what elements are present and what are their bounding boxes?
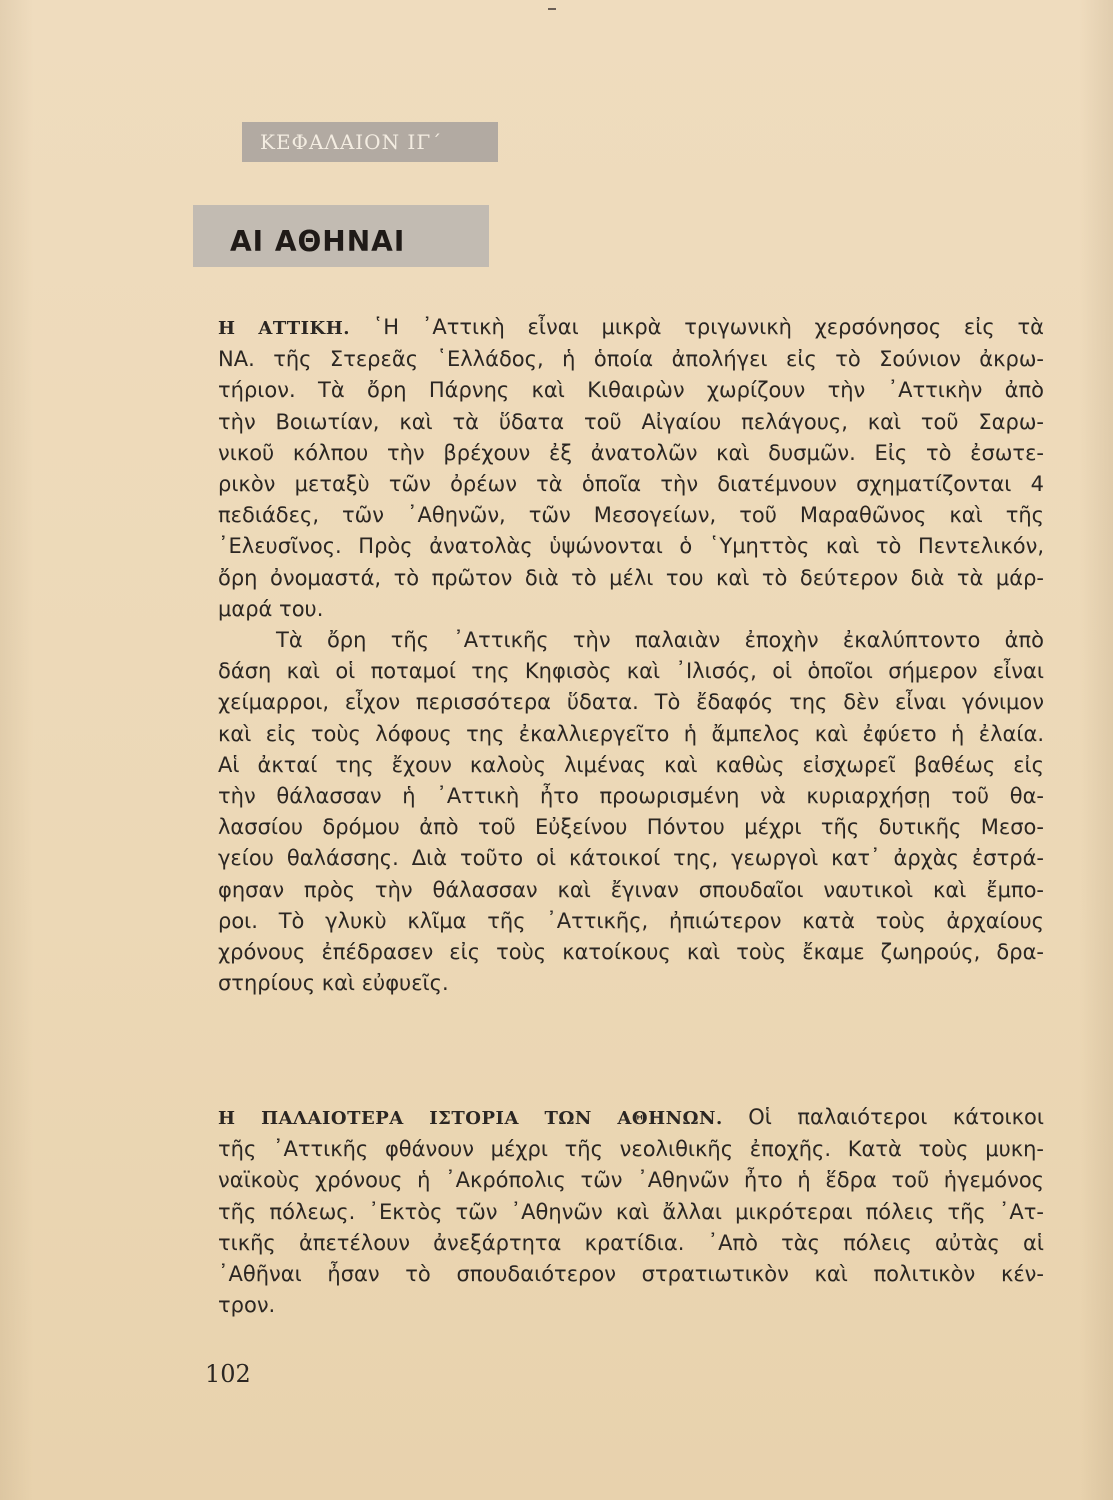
section-early-history [218, 1102, 1044, 1321]
text-line: ναϊκοὺς χρόνους ἡ ᾽Ακρόπολις τῶν ᾽Αθηνῶν ἦτο ἡ ἕδρα τοῦ ἡγεμόνος [218, 1168, 1044, 1193]
section-early-history-heading: Η ΠΑΛΑΙΟΤΕΡΑ ΙΣΤΟΡΙΑ ΤΩΝ ΑΘΗΝΩΝ. [218, 1108, 723, 1129]
text-line: Τὰ ὄρη τῆς ᾽Αττικῆς τὴν παλαιὰν ἐποχὴν ἐκαλύπτοντο ἀπὸ [276, 628, 1044, 653]
text-line: τρον. [218, 1293, 276, 1318]
text-line: ᾽Ελευσῖνος. Πρὸς ἀνατολὰς ὑψώνονται ὁ ῾Υμηττὸς καὶ τὸ Πεντελικόν, [218, 534, 1044, 559]
text-line: ὄρη ὀνομαστά, τὸ πρῶτον διὰ τὸ μέλι του καὶ τὸ δεύτερον διὰ τὰ μάρ- [218, 565, 1044, 590]
text-line: δάση καὶ οἱ ποταμοί της Κηφισὸς καὶ ᾽Ιλισός, οἱ ὁποῖοι σήμερον εἶναι [218, 659, 1044, 684]
section-attica [218, 312, 1044, 999]
text-line: τῆς ᾽Αττικῆς φθάνουν μέχρι τῆς νεολιθικῆς ἐποχῆς. Κατὰ τοὺς μυκη- [218, 1137, 1044, 1162]
text-line: λασσίου δρόμου ἀπὸ τοῦ Εὐξείνου Πόντου μέχρι τῆς δυτικῆς Μεσο- [218, 815, 1044, 840]
text-line: τῆς πόλεως. ᾽Εκτὸς τῶν ᾽Αθηνῶν καὶ ἄλλαι μικρότεραι πόλεις τῆς ᾽Ατ- [218, 1199, 1044, 1224]
chapter-label: ΚΕΦΑΛΑΙΟΝ ΙΓ΄ [260, 130, 443, 154]
text-line: ρικὸν μεταξὺ τῶν ὀρέων τὰ ὁποῖα τὴν διατέμνουν σχηματίζονται 4 [218, 472, 1044, 497]
section-attica-heading: Η ΑΤΤΙΚΗ. [218, 318, 350, 339]
text-line: στηρίους καὶ εὐφυεῖς. [218, 971, 449, 996]
text-line: τικῆς ἀπετέλουν ἀνεξάρτητα κρατίδια. ᾽Απὸ τὰς πόλεις αὐτὰς αἱ [218, 1230, 1044, 1255]
text-line: νικοῦ κόλπου τὴν βρέχουν ἐξ ἀνατολῶν καὶ δυσμῶν. Εἰς τὸ ἐσωτε- [218, 440, 1044, 465]
text-line: καὶ εἰς τοὺς λόφους της ἐκαλλιεργεῖτο ἡ ἄμπελος καὶ ἐφύετο ἡ ἐλαία. [218, 721, 1044, 746]
section-attica-line-1: Η ΑΤΤΙΚΗ. ῾Η ᾽Αττικὴ εἶναι μικρὰ τριγωνικὴ χερσόνησος εἰς τὰ [218, 315, 1044, 339]
chapter-label-band [242, 122, 498, 162]
text-line: χείμαρροι, εἶχον περισσότερα ὕδατα. Τὸ ἔδαφός της δὲν εἶναι γόνιμον [218, 690, 1044, 715]
text-line: τήριον. Τὰ ὄρη Πάρνης καὶ Κιθαιρὼν χωρίζουν τὴν ᾽Αττικὴν ἀπὸ [218, 378, 1044, 403]
text-line: τὴν θάλασσαν ἡ ᾽Αττικὴ ἦτο προωρισμένη νὰ κυριαρχήσῃ τοῦ θα- [218, 784, 1044, 809]
text-line: ᾽Αθῆναι ἦσαν τὸ σπουδαιότερον στρατιωτικὸν καὶ πολιτικὸν κέν- [218, 1262, 1044, 1287]
text-line: φησαν πρὸς τὴν θάλασσαν καὶ ἔγιναν σπουδαῖοι ναυτικοὶ καὶ ἔμπο- [218, 877, 1044, 902]
print-mark [548, 8, 556, 10]
page-number: 102 [205, 1360, 251, 1388]
text-line: μαρά του. [218, 596, 324, 621]
section-early-history-line-1: Η ΠΑΛΑΙΟΤΕΡΑ ΙΣΤΟΡΙΑ ΤΩΝ ΑΘΗΝΩΝ. Οἱ παλαιότεροι κάτοικοι [218, 1105, 1044, 1129]
text-line: ροι. Τὸ γλυκὺ κλῖμα τῆς ᾽Αττικῆς, ἠπιώτερον κατὰ τοὺς ἀρχαίους [218, 908, 1044, 933]
text-line: πεδιάδες, τῶν ᾽Αθηνῶν, τῶν Μεσογείων, τοῦ Μαραθῶνος καὶ τῆς [218, 503, 1044, 528]
text-line: τὴν Βοιωτίαν, καὶ τὰ ὕδατα τοῦ Αἰγαίου πελάγους, καὶ τοῦ Σαρω- [218, 409, 1044, 434]
text-line: Αἱ ἀκταί της ἔχουν καλοὺς λιμένας καὶ καθὼς εἰσχωρεῖ βαθέως εἰς [218, 752, 1044, 777]
text-line: γείου θαλάσσης. Διὰ τοῦτο οἱ κάτοικοί της, γεωργοὶ κατ᾽ ἀρχὰς ἐστρά- [218, 846, 1044, 871]
text-line: χρόνους ἐπέδρασεν εἰς τοὺς κατοίκους καὶ τοὺς ἔκαμε ζωηρούς, δρα- [218, 940, 1044, 965]
text-line: ΝΑ. τῆς Στερεᾶς ῾Ελλάδος, ἡ ὁποία ἀπολήγει εἰς τὸ Σούνιον ἀκρω- [218, 347, 1044, 372]
chapter-title: ΑΙ ΑΘΗΝΑΙ [230, 225, 406, 258]
